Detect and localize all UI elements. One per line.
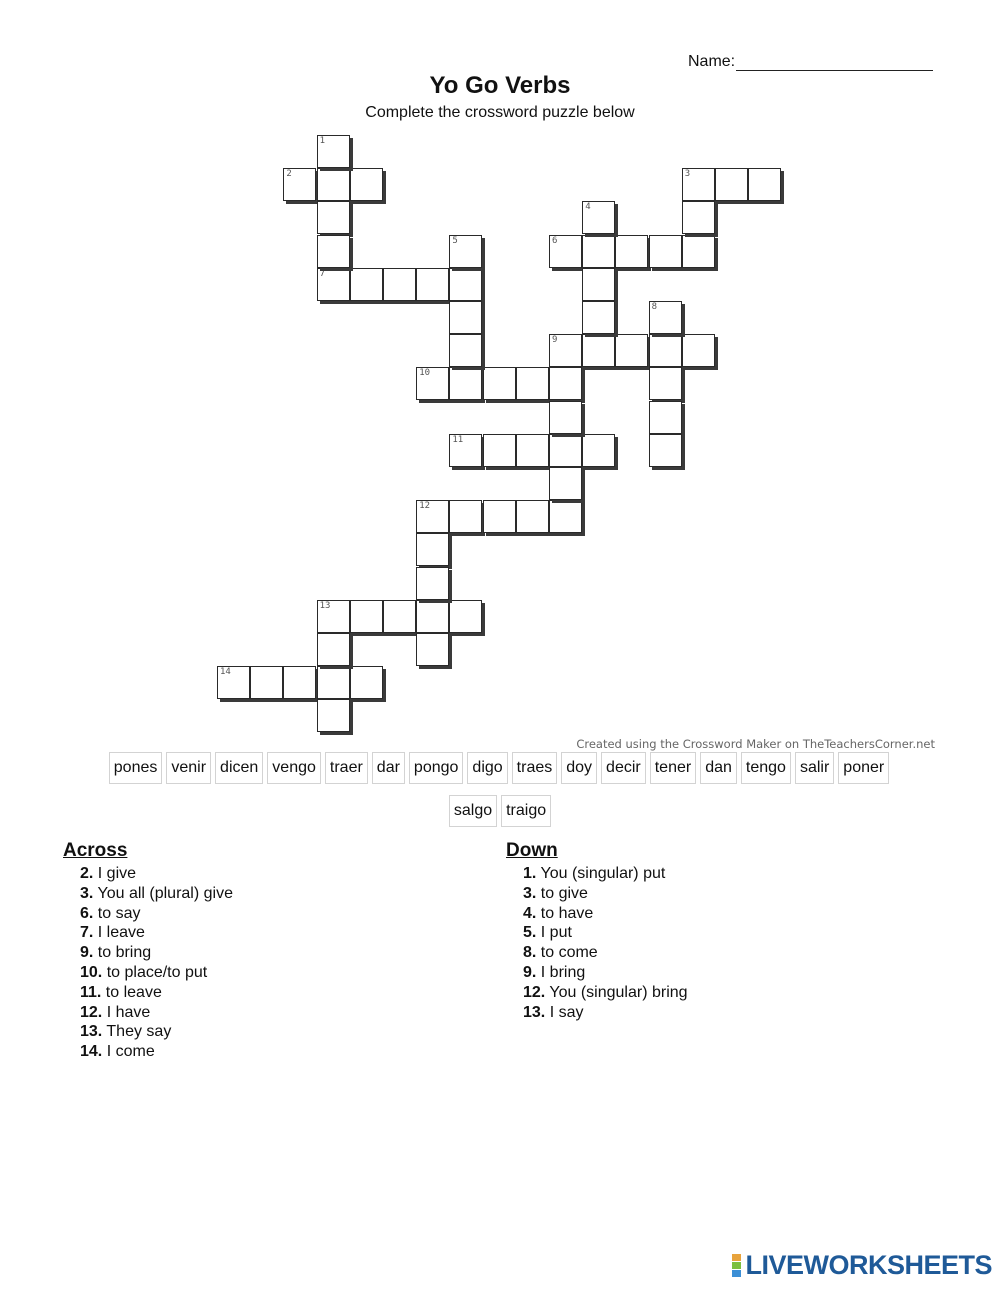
crossword-cell[interactable] — [649, 301, 682, 334]
crossword-cell[interactable] — [483, 500, 516, 533]
down-clues — [506, 840, 688, 1022]
clue-text: I come — [102, 1043, 155, 1061]
crossword-cell[interactable] — [416, 567, 449, 600]
crossword-cell[interactable] — [516, 367, 549, 400]
crossword-cell[interactable] — [416, 533, 449, 566]
crossword-cell[interactable] — [748, 168, 781, 201]
clue-text: You (singular) put — [536, 865, 666, 882]
clue-text: to place/to put — [102, 963, 208, 981]
crossword-cell[interactable] — [682, 168, 715, 201]
crossword-cell[interactable] — [449, 301, 482, 334]
clue-across — [63, 1003, 233, 1023]
clue-number: 4. — [523, 904, 537, 922]
crossword-cell[interactable] — [449, 600, 482, 633]
crossword-cell[interactable] — [715, 168, 748, 201]
clue-across — [63, 884, 233, 904]
page-subtitle: Complete the crossword puzzle below — [365, 104, 635, 121]
clue-across — [63, 1042, 233, 1062]
word-bank-item: digo — [467, 752, 507, 784]
crossword-cell[interactable] — [317, 699, 350, 732]
crossword-cell[interactable] — [582, 235, 615, 268]
crossword-cell[interactable] — [317, 235, 350, 268]
crossword-cell[interactable] — [549, 367, 582, 400]
crossword-cell[interactable] — [416, 500, 449, 533]
liveworksheets-logo — [732, 1250, 992, 1281]
crossword-cell[interactable] — [283, 666, 316, 699]
clue-text: You all (plural) give — [93, 884, 233, 902]
word-bank-item: dicen — [215, 752, 263, 784]
clue-down — [506, 904, 688, 924]
clue-number: 4 — [585, 202, 591, 213]
word-bank-item: traes — [512, 752, 558, 784]
crossword-cell[interactable] — [549, 434, 582, 467]
clue-across — [63, 1022, 233, 1042]
clue-number: 9 — [552, 335, 558, 346]
word-bank-row-2 — [0, 795, 1000, 827]
crossword-cell[interactable] — [350, 168, 383, 201]
crossword-cell[interactable] — [449, 434, 482, 467]
word-bank-item: tener — [650, 752, 696, 784]
crossword-cell[interactable] — [217, 666, 250, 699]
crossword-cell[interactable] — [483, 367, 516, 400]
crossword-cell[interactable] — [449, 334, 482, 367]
clue-number: 5. — [523, 924, 537, 942]
crossword-cell[interactable] — [582, 268, 615, 301]
crossword-cell[interactable] — [317, 201, 350, 234]
crossword-cell[interactable] — [549, 500, 582, 533]
crossword-cell[interactable] — [649, 401, 682, 434]
credit-text: Created using the Crossword Maker on TheTeachersCorner.net — [576, 737, 935, 751]
clue-down — [506, 943, 688, 963]
clue-down — [506, 963, 688, 983]
clue-number: 7. — [80, 924, 94, 942]
crossword-cell[interactable] — [350, 600, 383, 633]
crossword-cell[interactable] — [317, 268, 350, 301]
crossword-cell[interactable] — [549, 334, 582, 367]
clue-text: I leave — [93, 924, 145, 942]
clue-number: 14. — [80, 1043, 103, 1061]
word-bank-item: tengo — [741, 752, 791, 784]
logo-tile — [732, 1262, 741, 1269]
logo-tile — [732, 1254, 741, 1261]
word-bank-item: doy — [561, 752, 597, 784]
clue-text: I have — [102, 1003, 151, 1021]
clue-number: 5 — [452, 235, 458, 246]
clue-number: 1 — [319, 136, 326, 146]
crossword-cell[interactable] — [449, 367, 482, 400]
crossword-cell[interactable] — [350, 666, 383, 699]
clue-text: They say — [102, 1023, 172, 1041]
crossword-cell[interactable] — [416, 367, 449, 400]
clue-down — [506, 923, 688, 943]
logo-text: LIVEWORKSHEETS — [745, 1250, 992, 1280]
clue-text: I say — [545, 1003, 584, 1021]
crossword-cell[interactable] — [483, 434, 516, 467]
word-bank-item: salir — [795, 752, 834, 784]
clue-number: 12 — [419, 501, 431, 512]
clue-across — [63, 904, 233, 924]
word-bank-item: traer — [325, 752, 368, 784]
clue-number: 13. — [80, 1023, 103, 1041]
name-label: Name: — [688, 53, 736, 70]
clue-number: 1. — [523, 865, 537, 882]
crossword-cell[interactable] — [549, 235, 582, 268]
across-clues — [63, 840, 233, 1062]
clue-number: 3 — [684, 169, 691, 180]
word-bank-item: dan — [700, 752, 737, 784]
crossword-cell[interactable] — [649, 367, 682, 400]
clue-across — [63, 864, 233, 884]
clue-number: 8. — [523, 944, 537, 962]
crossword-cell[interactable] — [317, 633, 350, 666]
crossword-cell[interactable] — [549, 467, 582, 500]
clue-number: 12. — [80, 1003, 103, 1021]
word-bank-item: decir — [601, 752, 646, 784]
clue-text: to have — [536, 904, 594, 922]
crossword-cell[interactable] — [649, 334, 682, 367]
clue-text: You (singular) bring — [545, 983, 688, 1001]
crossword-cell[interactable] — [449, 500, 482, 533]
clue-text: I bring — [536, 963, 586, 981]
crossword-cell[interactable] — [449, 268, 482, 301]
clue-text: to say — [93, 904, 141, 922]
crossword-cell[interactable] — [649, 434, 682, 467]
clue-number: 11 — [452, 434, 464, 445]
clue-number: 2. — [80, 865, 94, 882]
word-bank-item: vengo — [267, 752, 321, 784]
crossword-cell[interactable] — [416, 633, 449, 666]
word-bank — [62, 752, 936, 784]
clue-number: 6. — [80, 904, 94, 922]
crossword-cell[interactable] — [582, 334, 615, 367]
clue-number: 11. — [80, 983, 102, 1001]
clue-number: 13. — [523, 1003, 546, 1021]
crossword-cell[interactable] — [317, 600, 350, 633]
word-bank-item: salgo — [449, 795, 497, 827]
crossword-cell[interactable] — [317, 666, 350, 699]
clue-number: 7 — [319, 268, 326, 279]
crossword-cell[interactable] — [582, 201, 615, 234]
clue-text: to bring — [93, 944, 152, 962]
crossword-cell[interactable] — [682, 235, 715, 268]
crossword-cell[interactable] — [416, 268, 449, 301]
clue-down — [506, 1003, 688, 1023]
clue-across — [63, 983, 233, 1003]
crossword-cell[interactable] — [383, 268, 416, 301]
crossword-cell[interactable] — [649, 235, 682, 268]
word-bank-item: poner — [838, 752, 889, 784]
clue-across — [63, 923, 233, 943]
clue-number: 8 — [651, 302, 658, 312]
clue-down — [506, 983, 688, 1003]
crossword-cell[interactable] — [516, 500, 549, 533]
crossword-cell[interactable] — [682, 201, 715, 234]
crossword-cell[interactable] — [283, 168, 316, 201]
clue-text: to come — [536, 944, 598, 962]
clue-number: 10. — [80, 963, 103, 981]
clue-number: 3. — [523, 884, 537, 902]
clue-text: to leave — [101, 983, 162, 1001]
clue-number: 13 — [319, 600, 331, 611]
word-bank-item: pongo — [409, 752, 464, 784]
word-bank-item: venir — [166, 752, 211, 784]
crossword-cell[interactable] — [383, 600, 416, 633]
crossword-cell[interactable] — [582, 434, 615, 467]
crossword-cell[interactable] — [250, 666, 283, 699]
clue-down — [506, 864, 688, 884]
clue-number: 3. — [80, 884, 94, 902]
crossword-cell[interactable] — [549, 401, 582, 434]
word-bank-item: traigo — [501, 795, 551, 827]
clue-text: I give — [93, 865, 137, 882]
clue-number: 9. — [523, 963, 537, 981]
logo-tile — [732, 1270, 741, 1277]
clue-number: 6 — [552, 235, 558, 246]
down-heading: Down — [506, 840, 558, 861]
word-bank-item: dar — [372, 752, 405, 784]
crossword-cell[interactable] — [416, 600, 449, 633]
clue-number: 9. — [80, 944, 94, 962]
clue-down — [506, 884, 688, 904]
crossword-cell[interactable] — [449, 235, 482, 268]
word-bank-item: pones — [109, 752, 163, 784]
clue-across — [63, 963, 233, 983]
clue-text: to give — [536, 884, 588, 902]
clue-number: 14 — [220, 667, 231, 678]
crossword-cell[interactable] — [516, 434, 549, 467]
crossword-cell[interactable] — [317, 168, 350, 201]
logo-tiles-icon — [732, 1254, 741, 1277]
clue-number: 2 — [286, 169, 292, 180]
clue-across — [63, 943, 233, 963]
crossword-cell[interactable] — [350, 268, 383, 301]
clue-number: 10 — [419, 368, 431, 379]
clue-text: I put — [536, 924, 572, 942]
crossword-cell[interactable] — [682, 334, 715, 367]
crossword-cell[interactable] — [615, 334, 648, 367]
page-title: Yo Go Verbs — [429, 72, 571, 99]
crossword-cell[interactable] — [615, 235, 648, 268]
across-heading: Across — [63, 840, 128, 861]
crossword-cell[interactable] — [317, 135, 350, 168]
crossword-cell[interactable] — [582, 301, 615, 334]
clue-number: 12. — [523, 983, 546, 1001]
